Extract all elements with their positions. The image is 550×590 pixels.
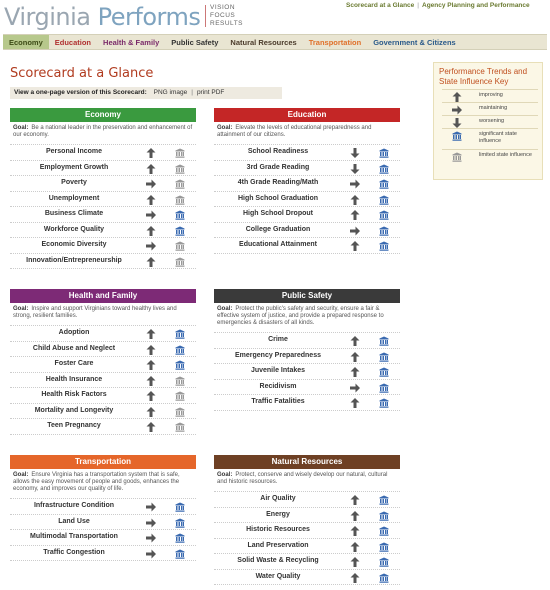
right-arrow-icon — [350, 179, 360, 189]
indicator-name[interactable]: Innovation/Entrepreneurship — [26, 256, 122, 264]
key-item — [442, 89, 538, 102]
tab-transportation[interactable]: Transportation — [308, 38, 362, 47]
down-arrow-icon — [452, 118, 462, 128]
significant-influence-icon — [175, 329, 185, 339]
significant-influence-icon — [379, 542, 389, 552]
right-arrow-icon — [146, 241, 156, 251]
limited-influence-icon — [452, 152, 462, 162]
up-arrow-icon — [146, 376, 156, 386]
goal-text: Protect, conserve and wisely develop our natural, cultural and historic resources. — [217, 472, 388, 485]
indicator-row[interactable] — [10, 145, 196, 161]
significant-influence-icon — [175, 360, 185, 370]
up-arrow-icon — [350, 352, 360, 362]
indicator-name[interactable]: Health Insurance — [45, 375, 103, 383]
limited-influence-icon — [175, 391, 185, 401]
tagline-line: FOCUS — [210, 12, 236, 19]
indicator-name[interactable]: Workforce Quality — [43, 225, 105, 233]
limited-influence-icon — [175, 148, 185, 158]
panel-transportation — [10, 455, 196, 561]
indicator-name[interactable]: Multimodal Transportation — [30, 533, 118, 540]
down-arrow-icon — [350, 148, 360, 158]
indicator-name[interactable]: Teen Pregnancy — [47, 422, 101, 429]
up-arrow-icon — [350, 398, 360, 408]
indicator-name[interactable]: Child Abuse and Neglect — [32, 344, 116, 352]
key-item — [442, 102, 538, 115]
key-item-label: limited state influence — [479, 152, 532, 158]
main-nav — [3, 34, 547, 50]
indicator-row[interactable] — [214, 192, 400, 208]
up-arrow-icon — [146, 257, 156, 267]
indicator-list — [10, 498, 196, 561]
indicator-name[interactable]: Crime — [268, 336, 288, 343]
indicator-row[interactable] — [214, 380, 400, 396]
indicator-list — [214, 144, 400, 254]
panel-header[interactable]: Public Safety — [214, 289, 400, 303]
up-arrow-icon — [350, 542, 360, 552]
indicator-list — [214, 332, 400, 411]
significant-influence-icon — [379, 398, 389, 408]
up-arrow-icon — [146, 422, 156, 432]
up-arrow-icon — [146, 148, 156, 158]
indicator-name[interactable]: Personal Income — [45, 148, 103, 155]
tab-public-safety[interactable]: Public Safety — [171, 38, 219, 47]
significant-influence-icon — [379, 241, 389, 251]
indicator-name[interactable]: Water Quality — [255, 572, 301, 580]
goal-label: Goal: — [13, 125, 29, 131]
significant-influence-icon — [175, 533, 185, 543]
significant-influence-icon — [379, 367, 389, 377]
significant-influence-icon — [379, 557, 389, 567]
indicator-name[interactable]: Land Use — [58, 517, 90, 525]
up-arrow-icon — [146, 407, 156, 417]
indicator-row[interactable] — [214, 349, 400, 365]
indicator-list — [214, 491, 400, 585]
indicator-row[interactable] — [10, 192, 196, 208]
indicator-name[interactable]: Educational Attainment — [239, 241, 317, 248]
indicator-name[interactable]: College Graduation — [245, 225, 311, 233]
link-separator: | — [417, 2, 419, 9]
panel-header[interactable]: Economy — [10, 108, 196, 122]
right-arrow-icon — [350, 226, 360, 236]
up-arrow-icon — [452, 92, 462, 102]
logo-text-performs: Performs — [97, 3, 201, 31]
tab-natural-resources[interactable]: Natural Resources — [230, 38, 297, 47]
indicator-row[interactable] — [10, 530, 196, 546]
indicator-name[interactable]: Foster Care — [54, 360, 94, 367]
significant-influence-icon — [379, 495, 389, 505]
panel-goal — [214, 122, 400, 144]
up-arrow-icon — [350, 210, 360, 220]
tagline-line: RESULTS — [210, 20, 243, 27]
indicator-row[interactable] — [214, 523, 400, 539]
indicator-row[interactable] — [10, 176, 196, 192]
goal-text: Ensure Virginia has a transportation system that is safe, allows the easy movement of people and goods, enhances the economy, and improves our quality of life. — [13, 472, 180, 492]
indicator-row[interactable] — [214, 161, 400, 177]
panel-education — [214, 108, 400, 254]
right-arrow-icon — [350, 383, 360, 393]
up-arrow-icon — [350, 573, 360, 583]
right-arrow-icon — [146, 179, 156, 189]
indicator-row[interactable] — [214, 395, 400, 411]
goal-label: Goal: — [13, 472, 29, 478]
indicator-row[interactable] — [10, 419, 196, 435]
indicator-name[interactable]: Historic Resources — [246, 526, 310, 533]
limited-influence-icon — [175, 241, 185, 251]
indicator-row[interactable] — [214, 207, 400, 223]
indicator-row[interactable] — [10, 223, 196, 239]
significant-influence-icon — [379, 148, 389, 158]
link-scorecard[interactable]: Scorecard at a Glance — [346, 2, 415, 9]
goal-label: Goal: — [217, 306, 233, 312]
indicator-row[interactable] — [214, 554, 400, 570]
up-arrow-icon — [146, 391, 156, 401]
significant-influence-icon — [379, 195, 389, 205]
site-header — [0, 0, 550, 32]
indicator-name[interactable]: Land Preservation — [247, 541, 309, 549]
indicator-name[interactable]: Employment Growth — [39, 163, 109, 171]
indicator-row[interactable] — [214, 492, 400, 508]
indicator-name[interactable]: Traffic Fatalities — [251, 398, 305, 405]
right-arrow-icon — [452, 105, 462, 115]
indicator-name[interactable]: Health Risk Factors — [41, 391, 107, 398]
indicator-row[interactable] — [214, 223, 400, 239]
significant-influence-icon — [379, 210, 389, 220]
indicator-name[interactable]: Recidivism — [259, 382, 297, 390]
indicator-name[interactable]: 3rd Grade Reading — [246, 163, 310, 171]
indicator-name[interactable]: School Readiness — [247, 148, 309, 155]
right-arrow-icon — [146, 210, 156, 220]
panel-header[interactable]: Health and Family — [10, 289, 196, 303]
indicator-row[interactable] — [10, 546, 196, 562]
key-item — [442, 115, 538, 128]
top-links — [346, 2, 530, 9]
logo-text-virginia: Virginia — [4, 3, 91, 31]
tab-economy[interactable]: Economy — [3, 35, 49, 49]
up-arrow-icon — [146, 329, 156, 339]
panel-public-safety — [214, 289, 400, 411]
indicator-name[interactable]: Business Climate — [44, 210, 104, 217]
indicator-name[interactable]: Infrastructure Condition — [33, 502, 115, 509]
indicator-row[interactable] — [10, 238, 196, 254]
indicator-name[interactable]: Emergency Preparedness — [235, 351, 321, 359]
png-image-link[interactable]: PNG image — [153, 89, 188, 96]
right-arrow-icon — [146, 533, 156, 543]
indicator-row[interactable] — [214, 364, 400, 380]
indicator-row[interactable] — [214, 238, 400, 254]
indicator-row[interactable] — [10, 515, 196, 531]
significant-influence-icon — [379, 526, 389, 536]
indicator-row[interactable] — [214, 145, 400, 161]
significant-influence-icon — [379, 179, 389, 189]
goal-label: Goal: — [217, 472, 233, 478]
panel-economy — [10, 108, 196, 269]
panel-header[interactable]: Education — [214, 108, 400, 122]
link-separator: | — [191, 89, 193, 96]
goal-text: Inspire and support Virginians toward healthy lives and strong, resilient families. — [13, 306, 177, 319]
tagline-line: VISION — [210, 4, 236, 11]
up-arrow-icon — [146, 195, 156, 205]
indicator-name[interactable]: Juvenile Intakes — [250, 367, 306, 374]
goal-text: Be a national leader in the preservation and enhancement of our economy. — [13, 125, 193, 138]
significant-influence-icon — [379, 226, 389, 236]
indicator-row[interactable] — [10, 161, 196, 177]
key-item-label: significant state influence — [479, 131, 517, 144]
indicator-row[interactable] — [214, 539, 400, 555]
indicator-name[interactable]: Solid Waste & Recycling — [237, 557, 319, 564]
indicator-row[interactable] — [10, 357, 196, 373]
one-page-version-bar — [10, 87, 282, 99]
key-item — [442, 149, 538, 170]
indicator-name[interactable]: Unemployment — [48, 194, 100, 202]
site-logo[interactable] — [4, 3, 200, 31]
significant-influence-icon — [379, 352, 389, 362]
indicator-name[interactable]: 4th Grade Reading/Math — [237, 179, 319, 186]
up-arrow-icon — [146, 345, 156, 355]
tab-health-family[interactable]: Health & Family — [103, 38, 160, 47]
key-item-label: maintaining — [479, 105, 508, 111]
key-item — [442, 128, 538, 149]
indicator-name[interactable]: Air Quality — [260, 495, 296, 502]
panel-health-family — [10, 289, 196, 435]
panel-goal — [10, 122, 196, 144]
significant-influence-icon — [379, 336, 389, 346]
up-arrow-icon — [350, 195, 360, 205]
indicator-row[interactable] — [10, 254, 196, 270]
limited-influence-icon — [175, 164, 185, 174]
trend-influence-key — [433, 62, 543, 180]
right-arrow-icon — [146, 549, 156, 559]
indicator-list — [10, 325, 196, 435]
indicator-name[interactable]: Adoption — [58, 329, 90, 336]
tab-education[interactable]: Education — [54, 38, 92, 47]
indicator-name[interactable]: Poverty — [61, 179, 87, 186]
indicator-row[interactable] — [214, 570, 400, 586]
significant-influence-icon — [175, 549, 185, 559]
indicator-row[interactable] — [10, 404, 196, 420]
significant-influence-icon — [175, 345, 185, 355]
limited-influence-icon — [175, 257, 185, 267]
indicator-name[interactable]: High School Dropout — [243, 210, 313, 217]
indicator-row[interactable] — [10, 388, 196, 404]
up-arrow-icon — [146, 360, 156, 370]
significant-influence-icon — [175, 502, 185, 512]
goal-label: Goal: — [217, 125, 233, 131]
goal-text: Protect the public's safety and security, ensure a fair & effective system of justice, and provide a prepared response to emergencies & disasters of all kinds. — [217, 306, 384, 326]
panel-goal — [10, 303, 196, 325]
indicator-row[interactable] — [10, 342, 196, 358]
indicator-name[interactable]: Economic Diversity — [41, 241, 107, 248]
limited-influence-icon — [175, 407, 185, 417]
significant-influence-icon — [175, 518, 185, 528]
limited-influence-icon — [175, 179, 185, 189]
panel-natural-resources — [214, 455, 400, 585]
indicator-row[interactable] — [214, 508, 400, 524]
up-arrow-icon — [350, 241, 360, 251]
key-item-label: improving — [479, 92, 503, 98]
print-pdf-link[interactable]: print PDF — [196, 89, 225, 96]
link-agency-planning[interactable]: Agency Planning and Performance — [422, 2, 530, 9]
significant-influence-icon — [379, 573, 389, 583]
panel-goal — [10, 469, 196, 498]
indicator-row[interactable] — [10, 373, 196, 389]
up-arrow-icon — [350, 557, 360, 567]
up-arrow-icon — [146, 164, 156, 174]
limited-influence-icon — [175, 195, 185, 205]
significant-influence-icon — [175, 226, 185, 236]
indicator-row[interactable] — [214, 176, 400, 192]
key-title: Performance Trends and State Influence Key — [439, 67, 528, 86]
up-arrow-icon — [350, 495, 360, 505]
tagline — [210, 4, 243, 28]
panel-goal — [214, 469, 400, 491]
significant-influence-icon — [452, 131, 462, 141]
indicator-name[interactable]: Traffic Congestion — [43, 548, 105, 556]
indicator-row[interactable] — [10, 207, 196, 223]
panel-header[interactable]: Natural Resources — [214, 455, 400, 469]
logo-divider — [205, 5, 206, 27]
limited-influence-icon — [175, 422, 185, 432]
significant-influence-icon — [379, 383, 389, 393]
goal-label: Goal: — [13, 306, 29, 312]
indicator-name[interactable]: High School Graduation — [237, 194, 319, 202]
indicator-row[interactable] — [10, 499, 196, 515]
goal-text: Elevate the levels of educational preparedness and attainment of our citizens. — [217, 125, 372, 138]
indicator-row[interactable] — [10, 326, 196, 342]
up-arrow-icon — [350, 511, 360, 521]
indicator-row[interactable] — [214, 333, 400, 349]
right-arrow-icon — [146, 502, 156, 512]
right-arrow-icon — [146, 518, 156, 528]
indicator-list — [10, 144, 196, 269]
up-arrow-icon — [146, 226, 156, 236]
significant-influence-icon — [379, 164, 389, 174]
down-arrow-icon — [350, 164, 360, 174]
significant-influence-icon — [175, 210, 185, 220]
page-title: Scorecard at a Glance — [10, 66, 154, 81]
panel-header[interactable]: Transportation — [10, 455, 196, 469]
up-arrow-icon — [350, 367, 360, 377]
significant-influence-icon — [379, 511, 389, 521]
one-page-label: View a one-page version of this Scorecard: — [14, 89, 147, 96]
indicator-name[interactable]: Energy — [266, 510, 290, 518]
up-arrow-icon — [350, 526, 360, 536]
indicator-name[interactable]: Mortality and Longevity — [34, 406, 114, 414]
panel-goal — [214, 303, 400, 332]
limited-influence-icon — [175, 376, 185, 386]
up-arrow-icon — [350, 336, 360, 346]
tab-government-citizens[interactable]: Government & Citizens — [373, 38, 456, 47]
key-item-label: worsening — [479, 118, 505, 124]
